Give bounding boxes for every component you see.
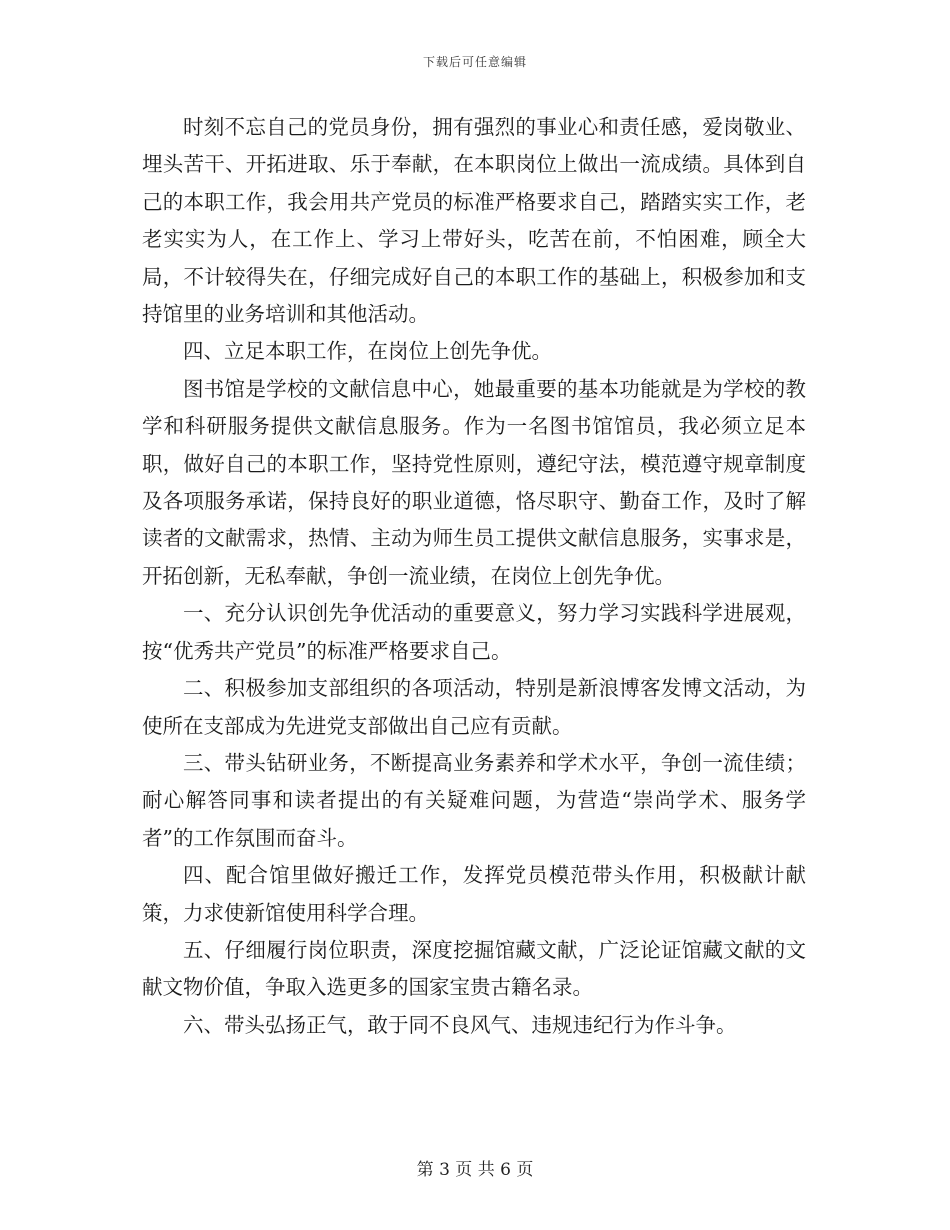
page-number: 第 3 页 共 6 页 [416,1160,534,1180]
page-header: 下载后可任意编辑 [422,55,527,69]
list-item: 一、充分认识创先争优活动的重要意义，努力学习实践科学进展观，按“优秀共产党员”的标准严格要求自己。 [142,601,806,663]
list-item: 二、积极参加支部组织的各项活动，特别是新浪博客发博文活动，为使所在支部成为先进党支部做出自己应有贡献。 [142,676,806,738]
paragraph: 图书馆是学校的文献信息中心，她最重要的基本功能就是为学校的教学和科研服务提供文献信息服务。作为一名图书馆馆员，我必须立足本职，做好自己的本职工作，坚持党性原则，遵纪守法，模范遵守规章制度及各项服务承诺，保持良好的职业道德，恪尽职守、勤奋工作，及时了解读者的文献需求，热情、主动为师生员工提供文献信息服务，实事求是，开拓创新，无私奉献，争创一流业绩，在岗位上创先争优。 [142,376,806,588]
list-item: 四、配合馆里做好搬迁工作，发挥党员模范带头作用，积极献计献策，力求使新馆使用科学合理。 [142,863,806,925]
section-heading: 四、立足本职工作，在岗位上创先争优。 [183,339,552,364]
list-item: 三、带头钻研业务，不断提高业务素养和学术水平，争创一流佳绩；耐心解答同事和读者提出的有关疑难问题，为营造“崇尚学术、服务学者”的工作氛围而奋斗。 [142,750,806,850]
paragraph: 时刻不忘自己的党员身份，拥有强烈的事业心和责任感，爱岗敬业、埋头苦干、开拓进取、乐于奉献，在本职岗位上做出一流成绩。具体到自己的本职工作，我会用共产党员的标准严格要求自己，踏踏实实工作，老老实实为人，在工作上、学习上带好头，吃苦在前，不怕困难，顾全大局，不计较得失在，仔细完成好自己的本职工作的基础上，积极参加和支持馆里的业务培训和其他活动。 [142,115,806,327]
document-body [142,109,806,1044]
list-item: 五、仔细履行岗位职责，深度挖掘馆藏文献，广泛论证馆藏文献的文献文物价值，争取入选更多的国家宝贵古籍名录。 [142,937,806,1000]
list-item: 六、带头弘扬正气，敢于同不良风气、违规违纪行为作斗争。 [183,1012,737,1037]
